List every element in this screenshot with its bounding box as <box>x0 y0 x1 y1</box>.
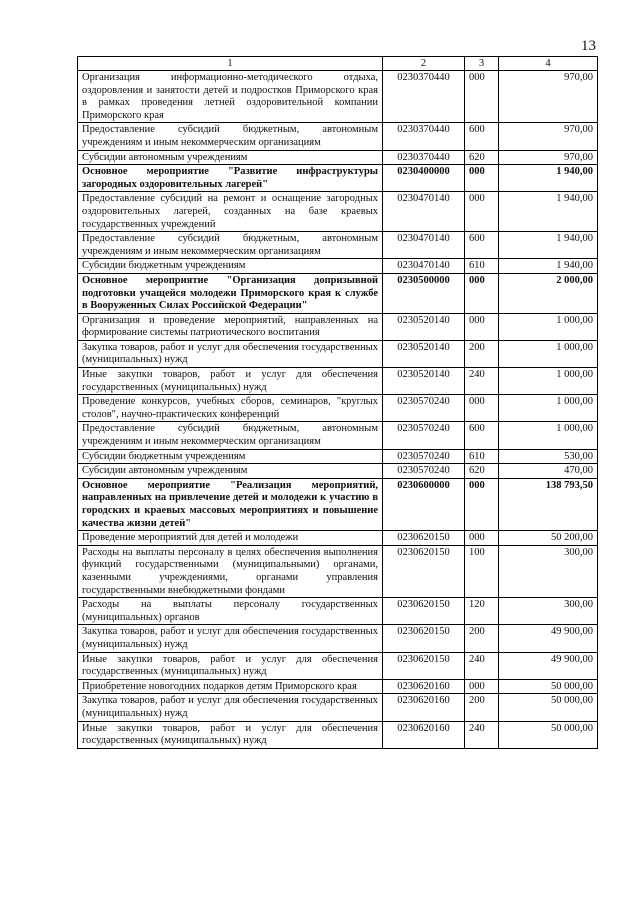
row-amount-cell: 1 940,00 <box>499 259 598 274</box>
row-amount-cell: 1 940,00 <box>499 165 598 192</box>
row-name-cell: Закупка товаров, работ и услуг для обеспечения государственных (муниципальных) нужд <box>78 625 383 652</box>
table-row <box>78 464 598 479</box>
row-name-cell: Субсидии бюджетным учреждениям <box>78 449 383 464</box>
row-code-cell: 0230500000 <box>383 273 465 313</box>
row-code-cell: 0230620150 <box>383 545 465 597</box>
row-amount-cell: 138 793,50 <box>499 478 598 530</box>
row-amount-cell: 1 000,00 <box>499 313 598 340</box>
table-row <box>78 721 598 748</box>
row-expense-type-cell: 000 <box>465 395 499 422</box>
row-code-cell: 0230620150 <box>383 531 465 546</box>
table-body <box>78 71 598 749</box>
row-expense-type-cell: 240 <box>465 652 499 679</box>
row-expense-type-cell: 620 <box>465 464 499 479</box>
row-amount-cell: 1 000,00 <box>499 368 598 395</box>
column-header: 1 <box>78 57 383 71</box>
table-row <box>78 123 598 150</box>
row-code-cell: 0230620150 <box>383 625 465 652</box>
row-expense-type-cell: 200 <box>465 694 499 721</box>
row-expense-type-cell: 000 <box>465 192 499 232</box>
row-name-cell: Организация информационно-методического отдыха, оздоровления и занятости детей и подростков Приморского края в рамках проведения летней оздоровительной компании Приморского края <box>78 71 383 123</box>
row-name-cell: Предоставление субсидий бюджетным, автономным учреждениям и иным некоммерческим организациям <box>78 422 383 449</box>
table-row <box>78 192 598 232</box>
column-header: 4 <box>499 57 598 71</box>
table-row <box>78 652 598 679</box>
table-row <box>78 71 598 123</box>
row-expense-type-cell: 610 <box>465 449 499 464</box>
row-expense-type-cell: 120 <box>465 598 499 625</box>
table-row <box>78 694 598 721</box>
row-amount-cell: 1 940,00 <box>499 232 598 259</box>
row-code-cell: 0230570240 <box>383 395 465 422</box>
row-code-cell: 0230370440 <box>383 71 465 123</box>
row-code-cell: 0230470140 <box>383 192 465 232</box>
row-name-cell: Предоставление субсидий бюджетным, автономным учреждениям и иным некоммерческим организациям <box>78 232 383 259</box>
table-row <box>78 273 598 313</box>
table-header-row <box>78 57 598 71</box>
row-amount-cell: 50 000,00 <box>499 679 598 694</box>
row-expense-type-cell: 100 <box>465 545 499 597</box>
row-code-cell: 0230470140 <box>383 259 465 274</box>
row-amount-cell: 300,00 <box>499 545 598 597</box>
table-row <box>78 478 598 530</box>
row-expense-type-cell: 600 <box>465 422 499 449</box>
column-header: 3 <box>465 57 499 71</box>
row-expense-type-cell: 240 <box>465 721 499 748</box>
row-amount-cell: 470,00 <box>499 464 598 479</box>
row-amount-cell: 1 000,00 <box>499 395 598 422</box>
row-expense-type-cell: 000 <box>465 313 499 340</box>
table-row <box>78 422 598 449</box>
table-row <box>78 625 598 652</box>
table-row <box>78 313 598 340</box>
row-expense-type-cell: 620 <box>465 150 499 165</box>
table-row <box>78 259 598 274</box>
row-code-cell: 0230570240 <box>383 422 465 449</box>
row-amount-cell: 50 000,00 <box>499 721 598 748</box>
table-row <box>78 395 598 422</box>
table-row <box>78 679 598 694</box>
table-row <box>78 232 598 259</box>
budget-table <box>77 56 598 749</box>
row-code-cell: 0230600000 <box>383 478 465 530</box>
row-name-cell: Организация и проведение мероприятий, направленных на формирование системы патриотического воспитания <box>78 313 383 340</box>
row-code-cell: 0230570240 <box>383 449 465 464</box>
table-row <box>78 598 598 625</box>
row-code-cell: 0230470140 <box>383 232 465 259</box>
row-expense-type-cell: 000 <box>465 531 499 546</box>
row-expense-type-cell: 240 <box>465 368 499 395</box>
row-expense-type-cell: 000 <box>465 478 499 530</box>
row-name-cell: Предоставление субсидий бюджетным, автономным учреждениям и иным некоммерческим организациям <box>78 123 383 150</box>
row-expense-type-cell: 600 <box>465 123 499 150</box>
row-expense-type-cell: 200 <box>465 340 499 367</box>
row-amount-cell: 1 940,00 <box>499 192 598 232</box>
row-amount-cell: 1 000,00 <box>499 340 598 367</box>
row-name-cell: Расходы на выплаты персоналу государственных (муниципальных) органов <box>78 598 383 625</box>
page-number: 13 <box>581 38 596 54</box>
row-amount-cell: 970,00 <box>499 71 598 123</box>
row-expense-type-cell: 610 <box>465 259 499 274</box>
row-name-cell: Субсидии автономным учреждениям <box>78 464 383 479</box>
row-name-cell: Основное мероприятие "Реализация мероприятий, направленных на привлечение детей и молодежи к участию в городских и краевых массовых мероприятиях и повышение качества жизни детей" <box>78 478 383 530</box>
row-amount-cell: 1 000,00 <box>499 422 598 449</box>
table-row <box>78 531 598 546</box>
row-amount-cell: 49 900,00 <box>499 625 598 652</box>
row-name-cell: Субсидии автономным учреждениям <box>78 150 383 165</box>
row-amount-cell: 50 200,00 <box>499 531 598 546</box>
row-name-cell: Иные закупки товаров, работ и услуг для обеспечения государственных (муниципальных) нужд <box>78 652 383 679</box>
row-code-cell: 0230520140 <box>383 368 465 395</box>
row-code-cell: 0230620150 <box>383 598 465 625</box>
table-row <box>78 368 598 395</box>
row-name-cell: Расходы на выплаты персоналу в целях обеспечения выполнения функций государственными (муниципальными) органами, казенными учреждениями, органами управления государственными внебюджетными фондами <box>78 545 383 597</box>
row-name-cell: Иные закупки товаров, работ и услуг для обеспечения государственных (муниципальных) нужд <box>78 368 383 395</box>
table-row <box>78 449 598 464</box>
row-code-cell: 0230400000 <box>383 165 465 192</box>
row-expense-type-cell: 000 <box>465 679 499 694</box>
row-expense-type-cell: 000 <box>465 71 499 123</box>
row-code-cell: 0230520140 <box>383 340 465 367</box>
table-row <box>78 150 598 165</box>
row-code-cell: 0230620150 <box>383 652 465 679</box>
row-expense-type-cell: 000 <box>465 273 499 313</box>
row-amount-cell: 300,00 <box>499 598 598 625</box>
row-code-cell: 0230620160 <box>383 694 465 721</box>
row-expense-type-cell: 000 <box>465 165 499 192</box>
row-amount-cell: 970,00 <box>499 123 598 150</box>
row-code-cell: 0230620160 <box>383 679 465 694</box>
row-code-cell: 0230370440 <box>383 150 465 165</box>
row-code-cell: 0230520140 <box>383 313 465 340</box>
row-name-cell: Предоставление субсидий на ремонт и оснащение загородных оздоровительных лагерей, созданных на базе краевых государственных учреждений <box>78 192 383 232</box>
table-row <box>78 545 598 597</box>
row-code-cell: 0230570240 <box>383 464 465 479</box>
row-name-cell: Закупка товаров, работ и услуг для обеспечения государственных (муниципальных) нужд <box>78 340 383 367</box>
row-expense-type-cell: 600 <box>465 232 499 259</box>
row-expense-type-cell: 200 <box>465 625 499 652</box>
row-amount-cell: 49 900,00 <box>499 652 598 679</box>
row-name-cell: Основное мероприятие "Развитие инфраструктуры загородных оздоровительных лагерей" <box>78 165 383 192</box>
row-amount-cell: 2 000,00 <box>499 273 598 313</box>
table-row <box>78 340 598 367</box>
row-name-cell: Приобретение новогодних подарков детям Приморского края <box>78 679 383 694</box>
row-code-cell: 0230370440 <box>383 123 465 150</box>
row-name-cell: Иные закупки товаров, работ и услуг для обеспечения государственных (муниципальных) нужд <box>78 721 383 748</box>
row-name-cell: Закупка товаров, работ и услуг для обеспечения государственных (муниципальных) нужд <box>78 694 383 721</box>
row-code-cell: 0230620160 <box>383 721 465 748</box>
row-name-cell: Проведение мероприятий для детей и молодежи <box>78 531 383 546</box>
row-name-cell: Проведение конкурсов, учебных сборов, семинаров, "круглых столов", научно-практических конференций <box>78 395 383 422</box>
column-header: 2 <box>383 57 465 71</box>
row-amount-cell: 530,00 <box>499 449 598 464</box>
table-row <box>78 165 598 192</box>
row-amount-cell: 970,00 <box>499 150 598 165</box>
row-name-cell: Субсидии бюджетным учреждениям <box>78 259 383 274</box>
row-amount-cell: 50 000,00 <box>499 694 598 721</box>
row-name-cell: Основное мероприятие "Организация допризывной подготовки учащейся молодежи Приморского края к службе в Вооруженных Силах Российской Федерации" <box>78 273 383 313</box>
